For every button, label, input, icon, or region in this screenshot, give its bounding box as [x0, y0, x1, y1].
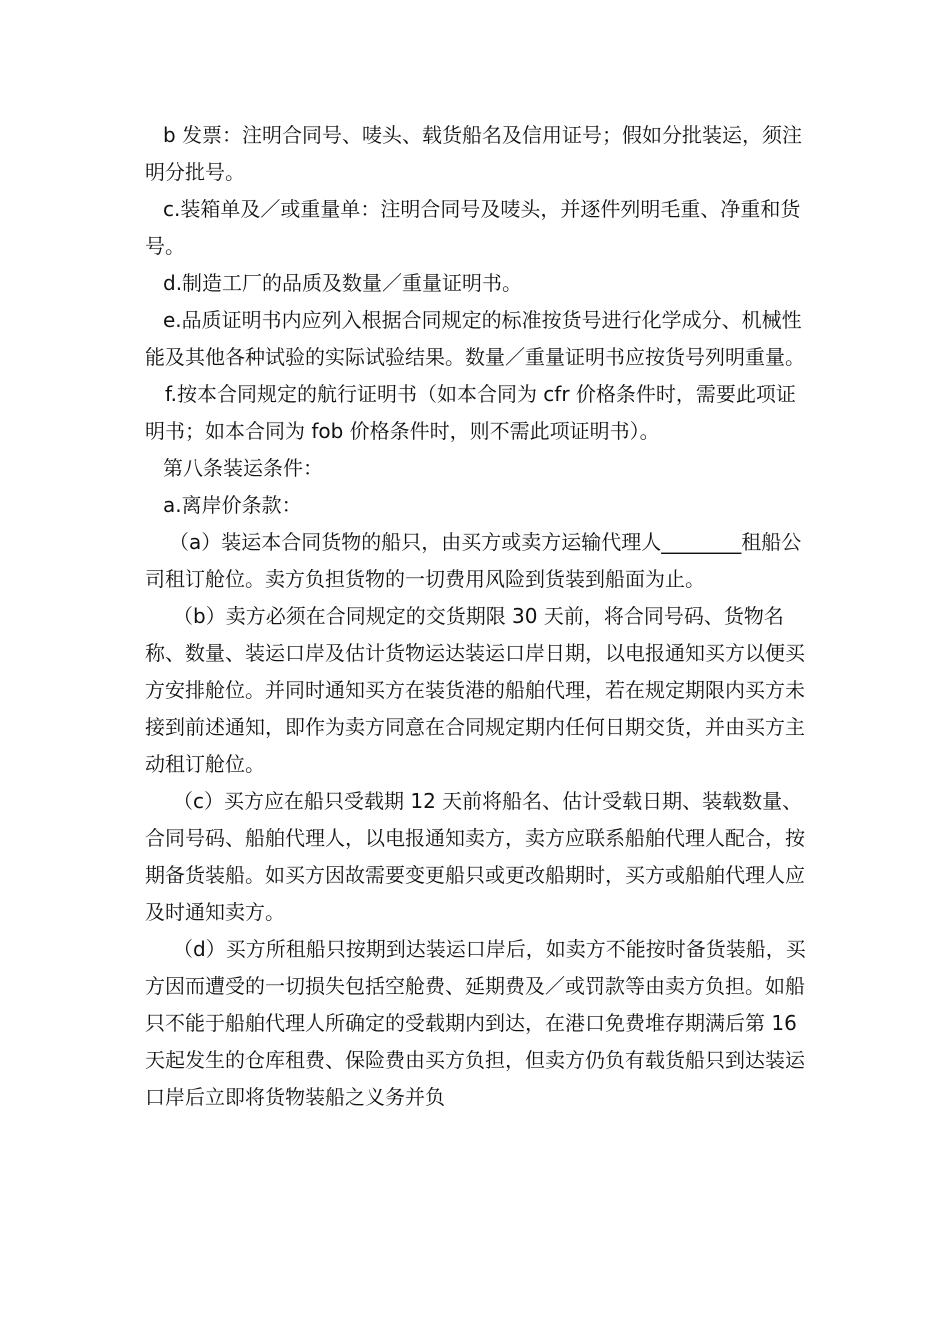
- paragraph-clause-a: （a）装运本合同货物的船只，由买方或卖方运输代理人________租船公司租订舱位。卖方负担货物的一切费用风险到货装到船面为止。: [145, 530, 802, 591]
- document-body: [145, 117, 815, 1116]
- subsection-heading-fob: a.离岸价条款：: [163, 493, 302, 517]
- paragraph-factory-certificate: d.制造工厂的品质及数量／重量证明书。: [163, 271, 523, 295]
- paragraph-clause-c: （c）买方应在船只受载期 12 天前将船名、估计受载日期、装载数量、合同号码、船舶代理人，以电报通知卖方，卖方应联系船舶代理人配合，按期备货装船。如买方因故需要变更船只或更改船期时，买方或船舶代理人应及时通知卖方。: [145, 789, 805, 924]
- paragraph-invoice: b 发票：注明合同号、唛头、载货船名及信用证号；假如分批装运，须注明分批号。: [145, 123, 803, 184]
- section-heading-article-8: 第八条装运条件：: [163, 456, 323, 480]
- paragraph-packing-list: c.装箱单及／或重量单：注明合同号及唛头，并逐件列明毛重、净重和货号。: [145, 197, 801, 258]
- paragraph-quality-certificate: e.品质证明书内应列入根据合同规定的标准按货号进行化学成分、机械性能及其他各种试验的实际试验结果。数量／重量证明书应按货号列明重量。: [145, 308, 805, 369]
- paragraph-navigation-certificate: f.按本合同规定的航行证明书（如本合同为 cfr 价格条件时，需要此项证明书；如本合同为 fob 价格条件时，则不需此项证明书）。: [145, 382, 796, 443]
- paragraph-clause-d: （d）买方所租船只按期到达装运口岸后，如卖方不能按时备货装船，买方因而遭受的一切损失包括空舱费、延期费及／或罚款等由卖方负担。如船只不能于船舶代理人所确定的受载期内到达，在港口免费堆存期满后第 16 天起发生的仓库租费、保险费由买方负担，但卖方仍负有载货船只到达装运口岸后立即将货物装船之义务并负: [145, 937, 806, 1109]
- paragraph-clause-b: （b）卖方必须在合同规定的交货期限 30 天前，将合同号码、货物名称、数量、装运口岸及估计货物运达装运口岸日期，以电报通知买方以便买方安排舱位。并同时通知买方在装货港的船舶代理，若在规定期限内买方未接到前述通知，即作为卖方同意在合同规定期内任何日期交货，并由买方主动租订舱位。: [145, 604, 805, 776]
